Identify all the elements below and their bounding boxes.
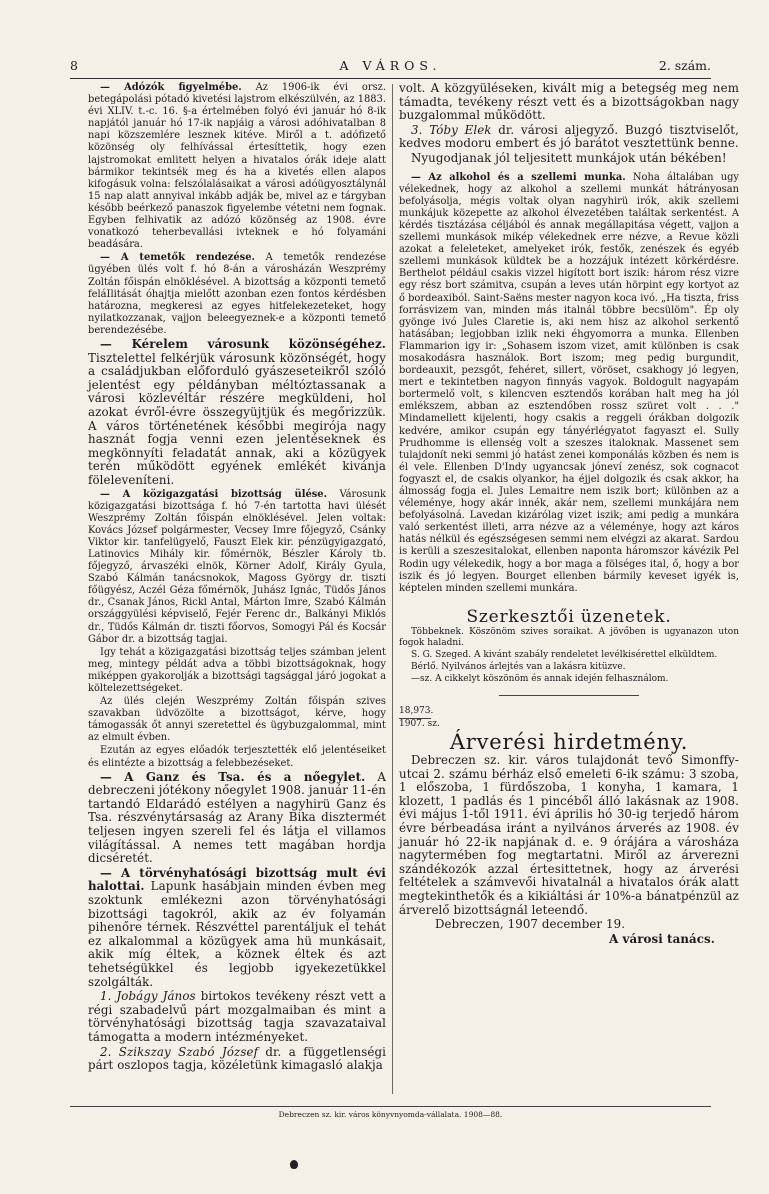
article-paragraph: — Adózók figyelmébe. Az 1906-ik évi orsz. betegápolási pótadó kivetési lajstrom elkészülvén, az 1883. évi XLIV. t.-c. 16. §-a értelmében folyó évi január hó 8-ik napjától január hó 17-ik napjáig a városi adóhivatalban 8 napi közszemlére lesznek kitéve. Miről a t. adófizető közönség oly felhívással értesíttetik, hogy ezen lajstromokat emlitett helyen a hivatalos órák ideje alatt bármikor tekintsék meg és ha a kivetés ellen alapos kifogásuk volna: felszólalásaikat a városi adóügyosztálynál 15 nap alatt annyival inkább adják be, mivel az e tárgyban később beérkező panaszok figyelembe vétetni nem fognak. Egyben felhivatik az adózó közönség az 1908. évre vonatkozó teherbevallási ivteknek e hó folyamáni beadására. — [88, 82, 386, 251]
alcohol-article: — Az alkohol és a szellemi munka. Noha általában ugy vélekednek, hogy az alkohol a szellemi munkát hátrányosan befolyásolja, mégis voltak olyan nagyhirü irók, akik szellemi munkájuk közepette az alkohol élvezetében találtak serkentést. A kérdés tisztázása céljából és annak megállapitása végett, vajjon a szellemi munkások mikép vélekednek erre nézve, a Revue közli azokat a feleleteket, amelyeket irók, festők, zenészek és egyéb szellemi munkások küldtek be a hozzájuk intézett körkérdésre. Berthelot például csakis vizzel higított bort iszik: három rész vizre egy rész bort számitva, csupán a leves után hörpint egy kortyot az ő bordeaxiból. Saint-Saëns mester nagyon koca ivó. „Ha tiszta, friss forrásvizem van, minden más italnál többre becsülöm". Ép oly gyönge ivó Jules Claretie is, aki nem hisz az alkohol serkentő hatásában; legjobban izlik neki éhgyomorra a munka. Ellenben Flammarion igy ir: „Sohasem iszom vizet, amit különben is csak mosakodásra használok. Bort iszom; meg pedig burgundit, bordeauxit, pezsgőt, fehéret, sillert, vöröset, csakhogy jó legyen, mert e tekintetben nagyon finnyás vagyok. Boldogult nagyapám bortermelő volt, s kilencven esztendős korában halt meg ha jól emlékszem, abban az esztendőben rossz szüret volt . . ." Mindamellett kijelenti, hogy csakis a reggeli órákban dolgozik kedvére, amikor csupán egy tányérlégyatot fagyaszt el. Sully Prudhomme is ellenség volt a szeszes italoknak. Massenet sem tulajdonít neki semmi jó hatást zenei komponálás közben és nem is él vele. Ellenben D'Indy ugyancsak jóneví zenész, sok cognacot fogyaszt el, de csakis olyankor, ha éjjel dolgozik és csak akkor, ha álmosság fogja el. Jules Lemaitre nem iszik bort; különben az a véleménye, hogy akár innék, akár nem, szellemi munkájára nem befolyásolná. Lavedan kizárólag vizet iszik; ami pedig a munkára való serkentést illeti, arra nézve az a véleménye, hogy azt káros hatás nélkül és egészségesen semmi nem elvégzi az akarat. Sardou is kerüli a szeszesitalokat, ellenben naponta háromszor kávézik Pel Rodin ugy vélekedik, hogy a bor maga a fölséges ital, ő, hogy a bor iszik és jó legyen. Bourget ellenben bármily keveset igyék is, képtelen minden szellemi munkára. — [399, 171, 739, 594]
auction-signature: A városi tanács. — [609, 931, 715, 946]
article-paragraph: — A közigazgatási bizottság ülése. Városunk közigazgatási bizottsága f. hó 7-én tartotta havi ülését Weszprémy Zoltán főispán elnöklésével. Jelen voltak: Kovács József polgármester, Vecsey Imre főjegyző, Csánky Viktor kir. tanfelügyelő, Fauszt Elek kir. pénzügyigazgató, Latinovics Mihály kir. főmérnök, Bészler Károly tb. főjegyző, árvaszéki elnök, Körner Adolf, Király Gyula, Szabó Kálmán tanácsnokok, Magoss György dr. tiszti főügyész, Aczél Géza főmérnök, Juhász Ignác, Tüdős János dr., Csanak János, Rickl Antal, Márton Imre, Szabó Kálmán országgyülési képviselő, Fejér Ferenc dr., Balkányi Miklós dr., Tüdős Kálmán dr. tiszti főorvos, Somogyi Pál és Kocsár Gábor dr. a bizottság tagjai. — [88, 488, 386, 645]
article-paragraph: Ezután az egyes előadók terjesztették elő jelentéseiket és elintézte a bizottság a felebbezéseket. — [88, 745, 386, 769]
editor-messages-title: Szerkesztői üzenetek. — [466, 606, 672, 627]
auction-text: Debreczen sz. kir. város tulajdonát tevő Simonffy-utcai 2. számu bérház első emeleti 6-ik számu: 3 szoba, 1 előszoba, 1 fürdőszoba, 1 konyha, 1 kamara, 1 klozett, 1 padlás és 1 pincéből álló lakásnak az 1908. évi május 1-től 1911. évi április hó 30-ig terjedő három évre bérbeadása iránt a nyilvános árverés az 1908. év január hó 22-ik napjának d. e. 9 órájára a városháza nagytermében fog megtartatni. Miről az árverezni szándékozók azzal értesittetnek, hogy az árverési feltételek a számvevői hivatalnál a hivatalos órák alatt megtekinthetők és a kikiáltási ár 10%-a bánatpénzül az árverelő bizottságnál leteendő. — [399, 753, 739, 917]
article-paragraph: Igy tehát a közigazgatási bizottság teljes számban jelent meg, mintegy példát adva a többi bizottságoknak, hogy miképpen gyakorolják a bizottsági tagsággal járó jogokat a költelezettségeket. — [88, 646, 386, 694]
reference-number: 18,973. 1907. sz. — [399, 705, 440, 729]
continued-paragraph: volt. A közgyüléseken, kivált mig a betegség meg nem támadta, tevékeny részt vett és a bizottságokban nagy buzgalommal működött. — [399, 81, 739, 123]
auction-date: Debreczen, 1907 december 19. — [435, 917, 626, 932]
editor-message: Többeknek. Köszönöm szives soraikat. A jövőben is ugyanazon uton fogok haladni. — [399, 626, 739, 648]
ink-blot — [290, 1160, 298, 1169]
section-divider — [499, 695, 639, 696]
article-paragraph: — A temetők rendezése. A temetők rendezése ügyében ülés volt f. hó 8-án a városházán Weszprémy Zoltán főispán elnöklésével. A bizottság a központi temető feláIlitását óhajtja mielőtt azonban ezen fontos kérdésben határozna, megkeresi az egyes hitfelekezeteket, hogy nyilatkozzanak, vajjon beleegyeznek-e a központi temető berendezésébe. — [88, 252, 386, 336]
article-paragraph: — Kérelem városunk közönségéhez. Tisztelettel felkérjük városunk közönségét, hogy a családjukban előforduló gyászeseteikről szóló jelentést egy példányban méltóztassanak a városi közlevéltár részére megküldeni, hol azokat évről-évre összegyüjtjük és megőrizzük. A város történetének későbbi megirója nagy hasznát fogja venni ezen jelentéseknek és megkönnyíti feladatát annak, aki a közügyek terén működött egyének emlékét kivánja föleleveníteni. — [88, 336, 386, 487]
newspaper-title: A VÁROS. — [339, 58, 442, 73]
editor-message: Bérlő. Nyilvános árlejtés van a lakásra kitüzve. — [411, 661, 626, 672]
obituary-item: 3. Tóby Elek dr. városi aljegyző. Buzgó tisztviselőt, kedves modoru embert és jó barátot vesztettünk benne. — [399, 122, 739, 151]
article-paragraph: Az ülés clején Weszprémy Zoltán főispán szives szavakban üdvözölte a bizottságot, kérve, hogy támogassák őt annyi szeretettel és ügybuzgalommal, mint az elmult évben. — [88, 696, 386, 744]
auction-title: Árverési hirdetmény. — [449, 729, 689, 754]
column-divider — [392, 84, 393, 1094]
page-header — [70, 56, 711, 79]
left-column — [88, 82, 386, 1074]
article-paragraph: 1. Jobágy János birtokos tevékeny részt vett a régi szabadelvű párt mozgalmaiban és mint a törvényhatósági bizottság tagja szavazataival támogatta a modern intézményeket. — [88, 989, 387, 1044]
article-paragraph: — A törvényhatósági bizottság mult évi halottai. Lapunk hasábjain minden évben meg szoktunk emlékezni azon törvényhatósági bizottsági tagokról, akik az év folyamán pihenőre térnek. Részvéttel parentáljuk el tehát ez alkalommal a közügyek ama hü munkásait, akik míg éltek, a köznek éltek és azt tehetségükkel és legjobb igyekezetükkel szolgálták. — [88, 865, 386, 989]
page-number: 8 — [70, 58, 78, 73]
article-paragraph: 2. Szikszay Szabó József dr. a függetlenségi párt oszlopos tagja, közéletünk kimagasló alakja — [88, 1044, 386, 1073]
editor-messages — [399, 627, 739, 685]
editor-message: S. G. Szeged. A kivánt szabály rendeletet levélkisérettel elküldtem. — [411, 649, 718, 660]
issue-number: 2. szám. — [658, 58, 711, 73]
editor-message: —sz. A cikkelyt köszönöm és annak idején felhasználom. — [411, 673, 669, 684]
right-column — [399, 82, 739, 947]
closing-line: Nyugodjanak jól teljesitett munkájok után békében! — [411, 150, 727, 165]
article-paragraph: — A Ganz és Tsa. és a nőegylet. A debreczeni jótékony nőegylet 1908. január 11-én tartandó Eldarádó estélyen a nagyhirü Ganz és Tsa. részvénytársaság az Arany Bika disztermét teljesen ingyen szereli fel és látja el villamos világítással. A nemes tett magában hordja dicséretét. — [88, 769, 386, 866]
printer-footer: Debreczen sz. kir. város könyvnyomda-vállalata. 1908—88. — [70, 1106, 711, 1119]
